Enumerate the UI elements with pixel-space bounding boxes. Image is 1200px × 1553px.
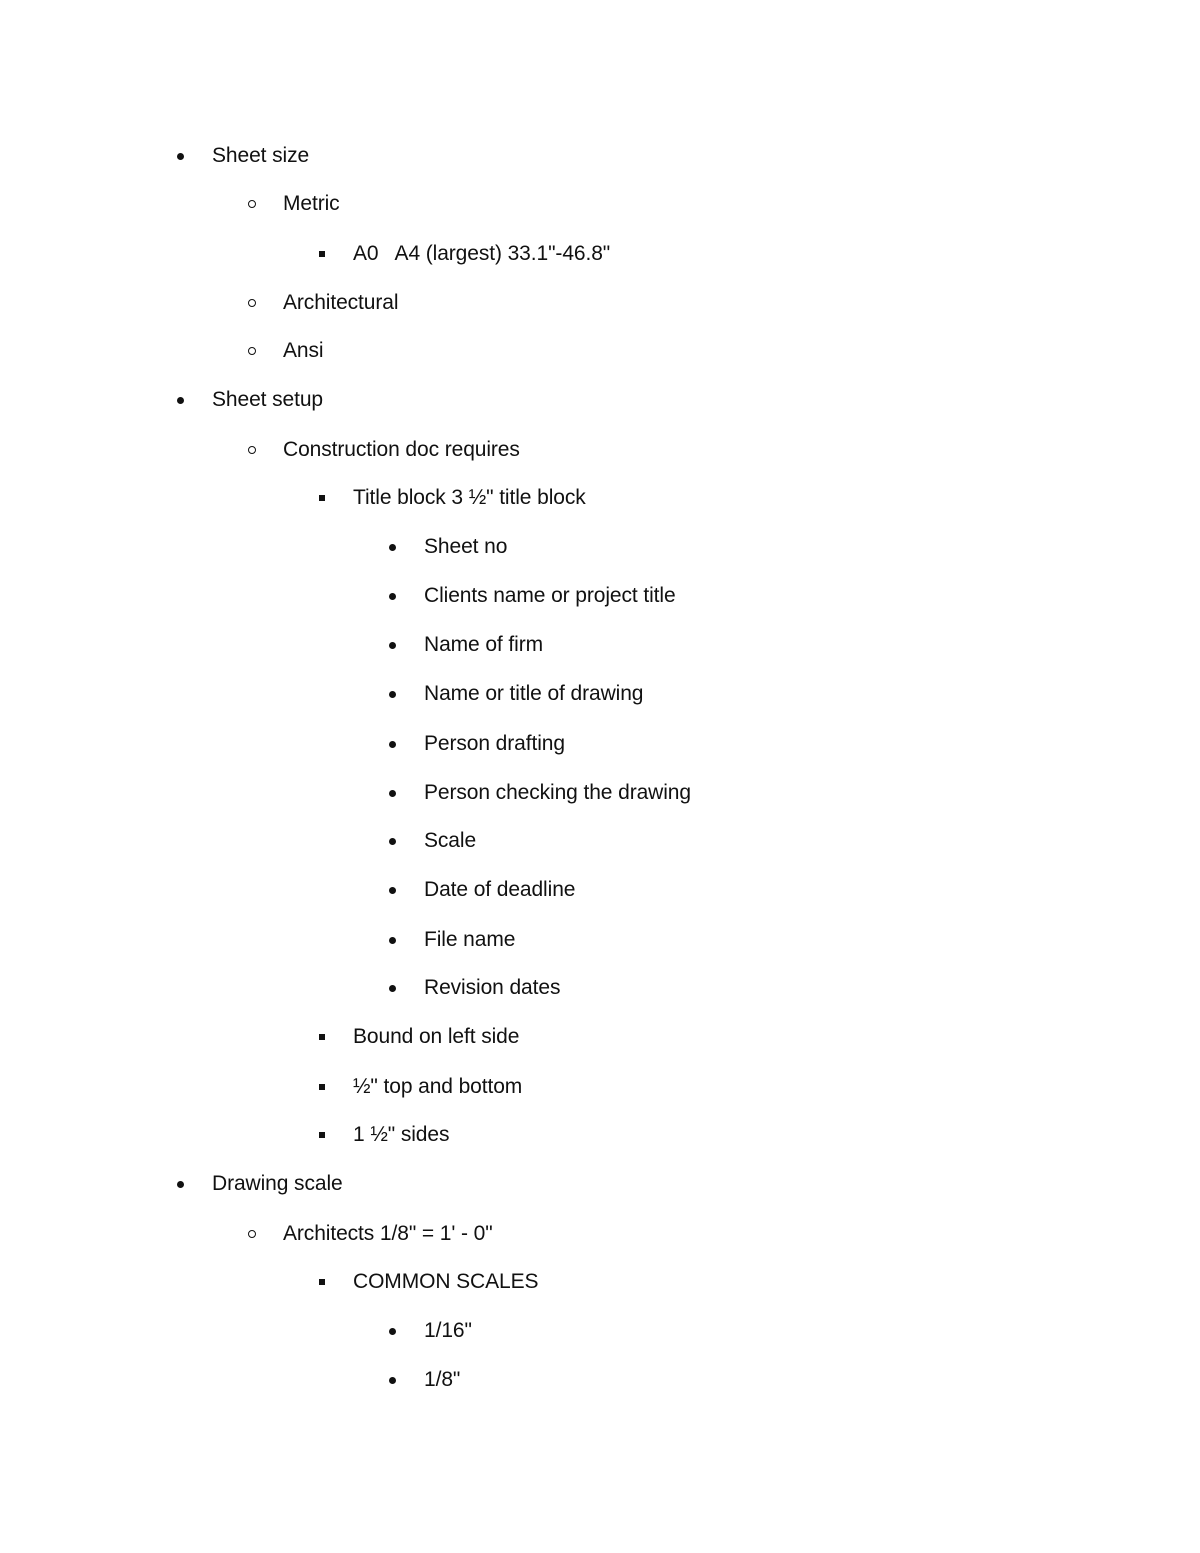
list-item xyxy=(0,1022,1200,1052)
list-item xyxy=(0,778,1200,808)
bullet-dot-icon xyxy=(382,630,402,660)
list-item xyxy=(0,1120,1200,1150)
bullet-dot-icon xyxy=(382,729,402,759)
list-item xyxy=(0,189,1200,219)
bullet-dot-icon xyxy=(170,1169,190,1199)
bullet-square-icon xyxy=(312,1022,332,1052)
list-item-text: Person drafting xyxy=(424,732,565,755)
list-item-text: Drawing scale xyxy=(212,1172,343,1195)
list-item-text: Name or title of drawing xyxy=(424,682,644,705)
list-item-text: A0 A4 (largest) 33.1"-46.8" xyxy=(353,242,611,265)
list-item-text: ½" top and bottom xyxy=(353,1075,523,1098)
bullet-dot-icon xyxy=(382,826,402,856)
bullet-square-icon xyxy=(312,1072,332,1102)
bullet-dot-icon xyxy=(382,532,402,562)
list-item xyxy=(0,239,1200,269)
list-item-text: Date of deadline xyxy=(424,878,576,901)
list-item-text: Revision dates xyxy=(424,976,561,999)
list-item xyxy=(0,141,1200,171)
bullet-square-icon xyxy=(312,483,332,513)
list-item-text: Construction doc requires xyxy=(283,438,520,461)
list-item xyxy=(0,288,1200,318)
list-item-text: 1 ½" sides xyxy=(353,1123,450,1146)
bullet-circle-icon xyxy=(242,336,262,366)
list-item xyxy=(0,630,1200,660)
list-item-text: 1/8" xyxy=(424,1368,461,1391)
bullet-dot-icon xyxy=(382,581,402,611)
list-item xyxy=(0,336,1200,366)
list-item xyxy=(0,1169,1200,1199)
list-item xyxy=(0,385,1200,415)
bullet-square-icon xyxy=(312,239,332,269)
list-item xyxy=(0,435,1200,465)
bullet-dot-icon xyxy=(382,679,402,709)
list-item-text: Ansi xyxy=(283,339,324,362)
bullet-dot-icon xyxy=(170,141,190,171)
list-item-text: Architects 1/8" = 1' - 0" xyxy=(283,1222,493,1245)
list-item xyxy=(0,679,1200,709)
list-item-text: Bound on left side xyxy=(353,1025,520,1048)
list-item xyxy=(0,532,1200,562)
list-item-text: Metric xyxy=(283,192,340,215)
list-item-text: COMMON SCALES xyxy=(353,1270,539,1293)
list-item-text: Sheet no xyxy=(424,535,508,558)
list-item xyxy=(0,729,1200,759)
bullet-dot-icon xyxy=(382,1365,402,1395)
list-item-text: Clients name or project title xyxy=(424,584,676,607)
list-item xyxy=(0,1267,1200,1297)
list-item xyxy=(0,826,1200,856)
list-item xyxy=(0,1316,1200,1346)
bullet-square-icon xyxy=(312,1267,332,1297)
bullet-dot-icon xyxy=(382,778,402,808)
list-item-text: File name xyxy=(424,928,516,951)
bullet-square-icon xyxy=(312,1120,332,1150)
list-item xyxy=(0,1072,1200,1102)
list-item-text: Person checking the drawing xyxy=(424,781,691,804)
bullet-dot-icon xyxy=(382,1316,402,1346)
list-item-text: 1/16" xyxy=(424,1319,472,1342)
list-item xyxy=(0,483,1200,513)
list-item-text: Name of firm xyxy=(424,633,543,656)
list-item xyxy=(0,875,1200,905)
bullet-circle-icon xyxy=(242,288,262,318)
list-item-text: Architectural xyxy=(283,291,399,314)
list-item xyxy=(0,581,1200,611)
bullet-dot-icon xyxy=(170,385,190,415)
list-item xyxy=(0,973,1200,1003)
list-item-text: Scale xyxy=(424,829,477,852)
bullet-dot-icon xyxy=(382,973,402,1003)
bullet-dot-icon xyxy=(382,875,402,905)
list-item xyxy=(0,1219,1200,1249)
list-item xyxy=(0,1365,1200,1395)
bullet-circle-icon xyxy=(242,189,262,219)
list-item-text: Title block 3 ½" title block xyxy=(353,486,586,509)
bullet-circle-icon xyxy=(242,1219,262,1249)
list-item-text: Sheet setup xyxy=(212,388,323,411)
list-item-text: Sheet size xyxy=(212,144,310,167)
bullet-circle-icon xyxy=(242,435,262,465)
bullet-dot-icon xyxy=(382,925,402,955)
list-item xyxy=(0,925,1200,955)
